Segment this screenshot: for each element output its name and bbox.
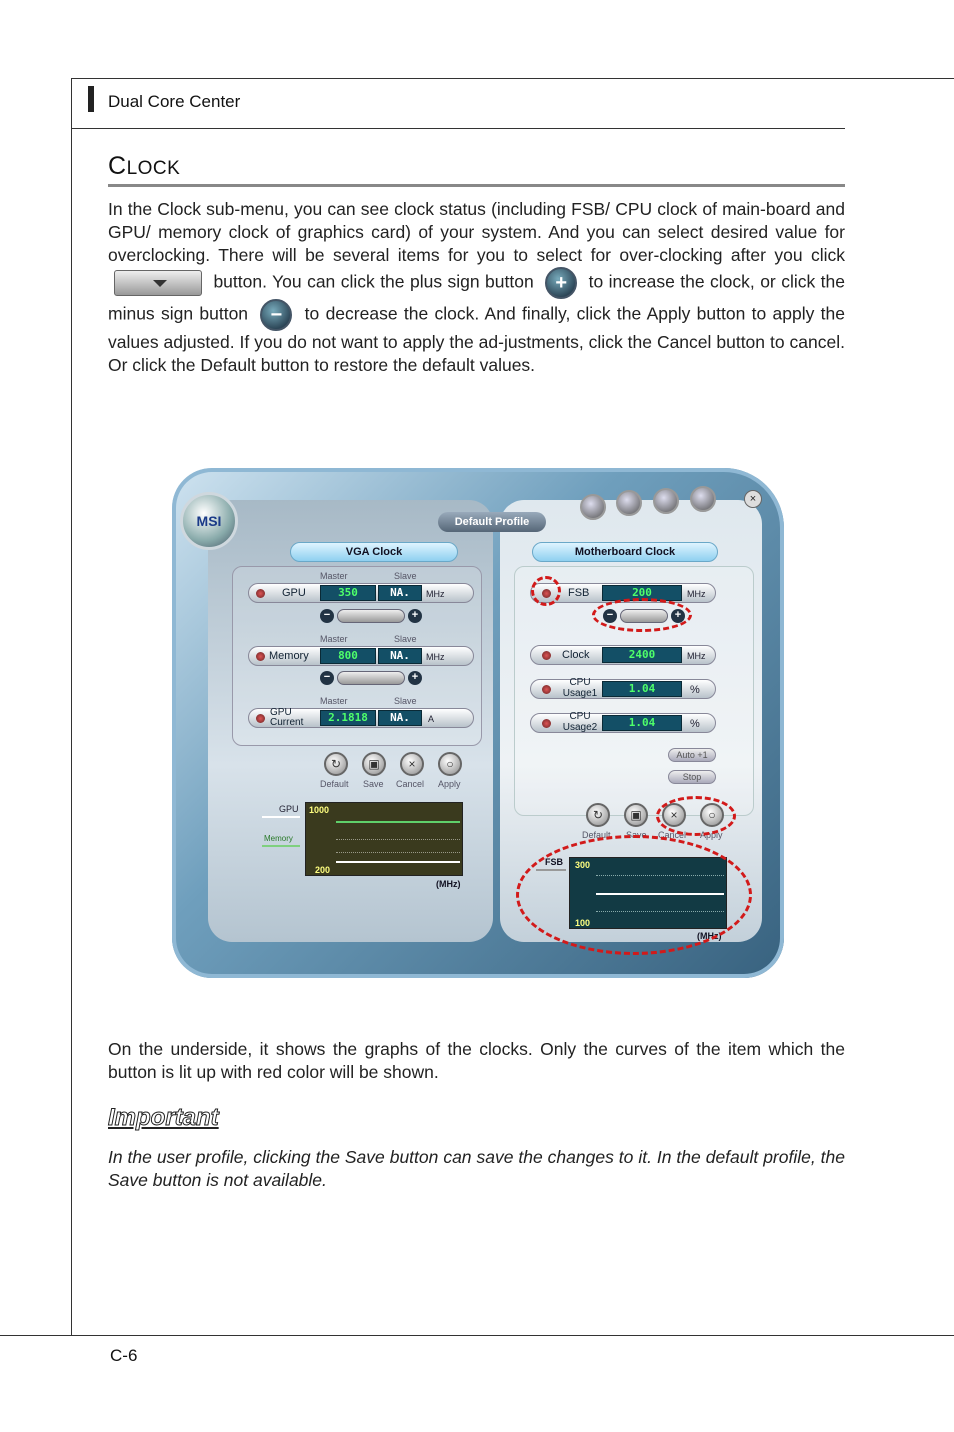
fsb-unit: MHz: [687, 589, 706, 599]
gpu-plus-button[interactable]: +: [408, 609, 422, 623]
section-title: CLOCK: [108, 152, 181, 180]
footer-rule: [0, 1335, 954, 1336]
memory-label: Memory: [269, 650, 309, 662]
tool-icon-3[interactable]: [653, 488, 679, 514]
highlight-fsb-graph: [516, 835, 752, 955]
msi-logo: MSI: [180, 492, 238, 550]
vga-default-label: Default: [320, 779, 349, 789]
memory-slave-value: NA.: [378, 648, 422, 664]
running-header: Dual Core Center: [108, 92, 241, 111]
vga-graph-min: 200: [315, 865, 331, 875]
master-label: Master: [320, 696, 348, 706]
graph-paragraph: On the underside, it shows the graphs of the clocks. Only the curves of the item which the button is lit up with red color will be shown.: [108, 1039, 845, 1082]
mb-save-label: Save: [626, 830, 647, 840]
page-number: C-6: [110, 1346, 138, 1365]
vga-apply-button[interactable]: ○: [438, 752, 462, 776]
gpu-slave-value: NA.: [378, 585, 422, 601]
mb-default-label: Default: [582, 830, 611, 840]
mb-default-button[interactable]: ↻: [586, 803, 610, 827]
memory-plus-button[interactable]: +: [408, 671, 422, 685]
clock-label: Clock: [562, 649, 590, 661]
gpu-curve: [336, 861, 460, 863]
intro-paragraph: In the Clock sub-menu, you can see clock status (including FSB/ CPU clock of main-board and GPU/ memory clock of graphics card) of your system. And you can select desired value for overclocking. There will be several items for you to select for over-clocking after you click button. You can click the plus sign button + to increase the clock, or click the minus sign button − to decrease the clock. And finally, click the Apply button to apply the values adjusted. If you do not want to apply the ad-justments, click the Cancel button to cancel. Or click the Default button to restore the default values.: [108, 199, 845, 375]
tool-icon-1[interactable]: [580, 494, 606, 520]
vga-save-button[interactable]: ▣: [362, 752, 386, 776]
highlight-fsb-toggle: [531, 576, 561, 606]
gpu-legend-line: [262, 816, 300, 818]
fsb-value: 200: [602, 585, 682, 601]
slave-label: Slave: [394, 696, 417, 706]
gpu-current-slave-value: NA.: [378, 710, 422, 726]
vga-default-button[interactable]: ↻: [324, 752, 348, 776]
vga-clock-title: VGA Clock: [290, 542, 458, 562]
tool-icon-2[interactable]: [616, 490, 642, 516]
gpu-master-value: 350: [320, 585, 376, 601]
grid-line: [336, 852, 460, 853]
memory-curve: [336, 821, 460, 823]
gpu-current-label: GPU Current: [270, 707, 304, 728]
vga-graph-legend-gpu[interactable]: GPU: [279, 804, 299, 814]
memory-graph-toggle[interactable]: [256, 652, 265, 661]
memory-legend-line: [262, 845, 300, 847]
cpu-usage1-graph-toggle[interactable]: [542, 685, 551, 694]
title-rule: [108, 184, 845, 187]
vga-cancel-button[interactable]: ×: [400, 752, 424, 776]
header-marker: [88, 86, 94, 112]
minus-icon: −: [260, 299, 292, 331]
mb-graph-legend-fsb[interactable]: FSB: [545, 857, 563, 867]
important-heading: Important: [108, 1104, 219, 1131]
stop-button[interactable]: Stop: [668, 770, 716, 784]
mb-cancel-button[interactable]: ×: [662, 803, 686, 827]
memory-unit: MHz: [426, 652, 445, 662]
cpu-usage2-label: CPU Usage2: [562, 711, 598, 733]
cpu-usage1-label: CPU Usage1: [562, 677, 598, 699]
grid-line: [336, 839, 460, 840]
gpu-current-master-value: 2.1818: [320, 710, 376, 726]
clock-unit: MHz: [687, 651, 706, 661]
mb-apply-label: Apply: [700, 830, 723, 840]
master-label: Master: [320, 571, 348, 581]
cpu-usage2-value: 1.04: [602, 715, 682, 731]
vga-graph-unit: (MHz): [436, 879, 461, 889]
auto-button[interactable]: Auto +1: [668, 748, 716, 762]
memory-master-value: 800: [320, 648, 376, 664]
gpu-label: GPU: [282, 587, 306, 599]
profile-tab[interactable]: Default Profile: [438, 512, 546, 532]
slave-label: Slave: [394, 571, 417, 581]
important-note: In the user profile, clicking the Save button can save the changes to it. In the default profile, the Save button is not available.: [108, 1147, 845, 1190]
clock-graph-toggle[interactable]: [542, 651, 551, 660]
vga-save-label: Save: [363, 779, 384, 789]
memory-minus-button[interactable]: −: [320, 671, 334, 685]
clock-value: 2400: [602, 647, 682, 663]
gpu-dropdown[interactable]: [337, 609, 405, 623]
left-margin-rule: [71, 78, 72, 1336]
vga-graph-legend-memory[interactable]: Memory: [264, 834, 293, 843]
slave-label: Slave: [394, 634, 417, 644]
gpu-unit: MHz: [426, 589, 445, 599]
vga-cancel-label: Cancel: [396, 779, 425, 789]
mb-graph-unit: (MHz): [697, 931, 722, 941]
fsb-minus-button[interactable]: −: [603, 609, 617, 623]
motherboard-clock-title: Motherboard Clock: [532, 542, 718, 562]
gpu-current-graph-toggle[interactable]: [256, 714, 265, 723]
gpu-graph-toggle[interactable]: [256, 589, 265, 598]
fsb-label: FSB: [568, 587, 590, 599]
header-rule: [71, 128, 845, 129]
dropdown-button-icon: [114, 270, 202, 296]
cpu-usage1-value: 1.04: [602, 681, 682, 697]
gpu-minus-button[interactable]: −: [320, 609, 334, 623]
master-label: Master: [320, 634, 348, 644]
highlight-fsb-controls: [592, 598, 692, 632]
vga-apply-label: Apply: [438, 779, 461, 789]
plus-icon: +: [545, 267, 577, 299]
cpu-usage1-unit: %: [690, 684, 700, 696]
close-icon[interactable]: ×: [744, 490, 762, 508]
mb-apply-button[interactable]: ○: [700, 803, 724, 827]
fsb-plus-button[interactable]: +: [671, 609, 685, 623]
mb-graph-max: 300: [575, 860, 591, 870]
mb-cancel-label: Cancel: [658, 830, 687, 840]
memory-dropdown[interactable]: [337, 671, 405, 685]
cpu-usage2-unit: %: [690, 718, 700, 730]
highlight-apply-cancel: [656, 796, 736, 836]
cpu-usage2-graph-toggle[interactable]: [542, 719, 551, 728]
mb-save-button[interactable]: ▣: [624, 803, 648, 827]
tool-icon-4[interactable]: [690, 486, 716, 512]
vga-graph-max: 1000: [309, 805, 330, 815]
gpu-current-unit: A: [428, 714, 435, 724]
top-rule: [71, 78, 954, 79]
mb-graph-min: 100: [575, 918, 591, 928]
